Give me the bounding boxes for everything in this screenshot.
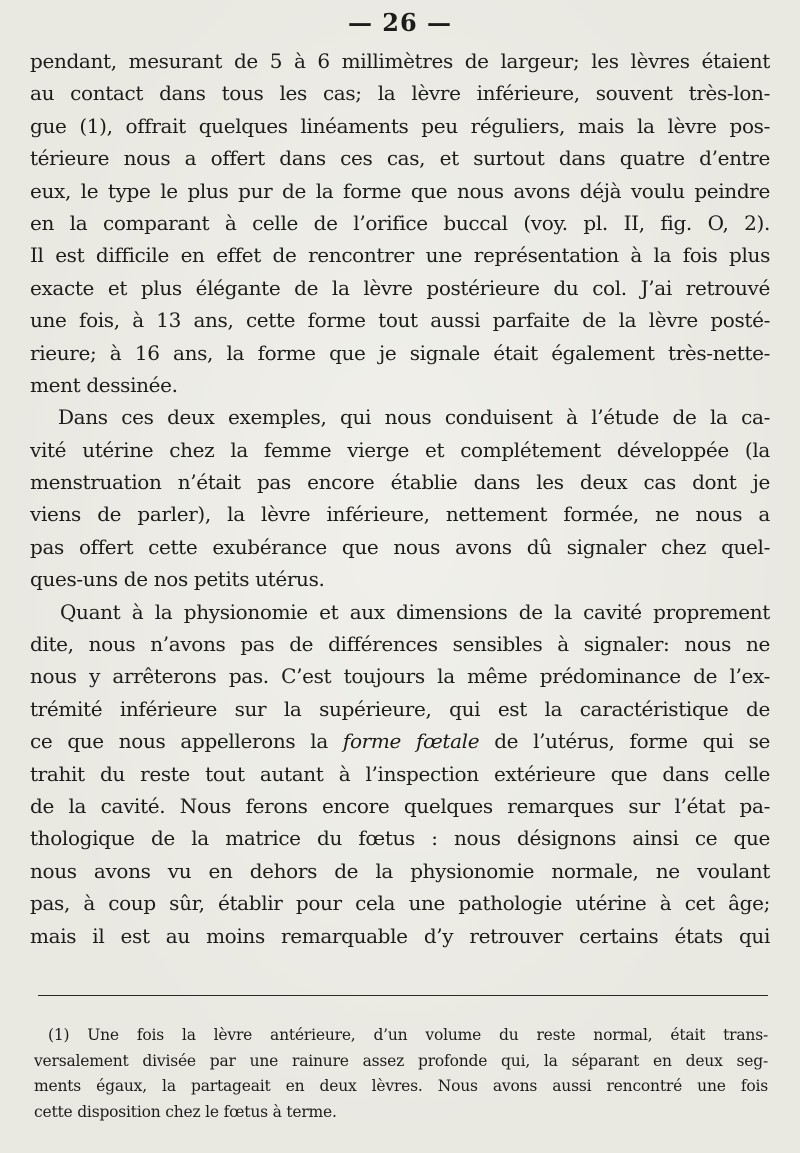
body-text xyxy=(30,45,770,952)
text-line: de la cavité. Nous ferons encore quelques remarques sur l’état pa- xyxy=(30,793,770,818)
footnote-line: ments égaux, la partageait en deux lèvres. Nous avons aussi rencontré une fois xyxy=(34,1077,768,1095)
text-line: mais il est au moins remarquable d’y retrouver certains états qui xyxy=(30,923,770,948)
text-line: térieure nous a offert dans ces cas, et surtout dans quatre d’entre xyxy=(30,146,770,171)
text-line: thologique de la matrice du fœtus : nous désignons ainsi ce que xyxy=(30,826,770,851)
emphasized-term: forme fœtale xyxy=(342,729,480,754)
text-line: rieure; à 16 ans, la forme que je signale était également très-nette- xyxy=(30,340,770,365)
text-line: pendant, mesurant de 5 à 6 millimètres de largeur; les lèvres étaient xyxy=(30,49,770,73)
text-segment: de l’utérus, forme qui se xyxy=(494,729,770,754)
text-segment: ce que nous appellerons la xyxy=(30,729,328,754)
text-line: ment dessinée. xyxy=(30,372,178,397)
text-line: pas offert cette exubérance que nous avons dû signaler chez quel- xyxy=(30,534,770,559)
text-line: exacte et plus élégante de la lèvre postérieure du col. J’ai retrouvé xyxy=(30,275,770,300)
text-line: dite, nous n’avons pas de différences sensibles à signaler: nous ne xyxy=(30,632,770,657)
text-line-with-emphasis xyxy=(30,725,770,757)
text-line: vité utérine chez la femme vierge et complétement développée (la xyxy=(30,437,770,462)
text-line: une fois, à 13 ans, cette forme tout aussi parfaite de la lèvre posté- xyxy=(30,308,770,333)
text-line: pas, à coup sûr, établir pour cela une pathologie utérine à cet âge; xyxy=(30,891,770,916)
footnote-divider xyxy=(38,995,768,996)
text-line: au contact dans tous les cas; la lèvre inférieure, souvent très-lon- xyxy=(30,81,770,106)
text-line: trahit du reste tout autant à l’inspection extérieure que dans celle xyxy=(30,761,770,786)
footnote-line: versalement divisée par une rainure assez profonde qui, la séparant en deux seg- xyxy=(34,1051,768,1070)
text-line: menstruation n’était pas encore établie dans les deux cas dont je xyxy=(30,470,770,495)
text-line: Il est difficile en effet de rencontrer une représentation à la fois plus xyxy=(30,243,770,268)
text-line: viens de parler), la lèvre inférieure, nettement formée, ne nous a xyxy=(30,502,770,527)
page-number: — 26 — xyxy=(347,8,453,37)
text-line: gue (1), offrait quelques linéaments peu réguliers, mais la lèvre pos- xyxy=(30,113,770,138)
text-line: eux, le type le plus pur de la forme que nous avons déjà voulu peindre xyxy=(30,178,770,203)
text-line: nous y arrêterons pas. C’est toujours la même prédominance de l’ex- xyxy=(30,664,770,689)
paragraph-start-line: Quant à la physionomie et aux dimensions de la cavité proprement xyxy=(60,599,770,624)
text-line: en la comparant à celle de l’orifice buccal (voy. pl. II, fig. O, 2). xyxy=(30,210,770,235)
text-line: ques-uns de nos petits utérus. xyxy=(30,567,325,592)
footnote-line: cette disposition chez le fœtus à terme. xyxy=(34,1102,337,1121)
text-line: trémité inférieure sur la supérieure, qui est la caractéristique de xyxy=(30,696,770,721)
text-line: nous avons vu en dehors de la physionomie normale, ne voulant xyxy=(30,858,770,883)
footnote-line: (1) Une fois la lèvre antérieure, d’un volume du reste normal, était trans- xyxy=(48,1026,768,1044)
footnote xyxy=(34,1023,768,1125)
paragraph-start-line: Dans ces deux exemples, qui nous conduisent à l’étude de la ca- xyxy=(58,405,770,430)
